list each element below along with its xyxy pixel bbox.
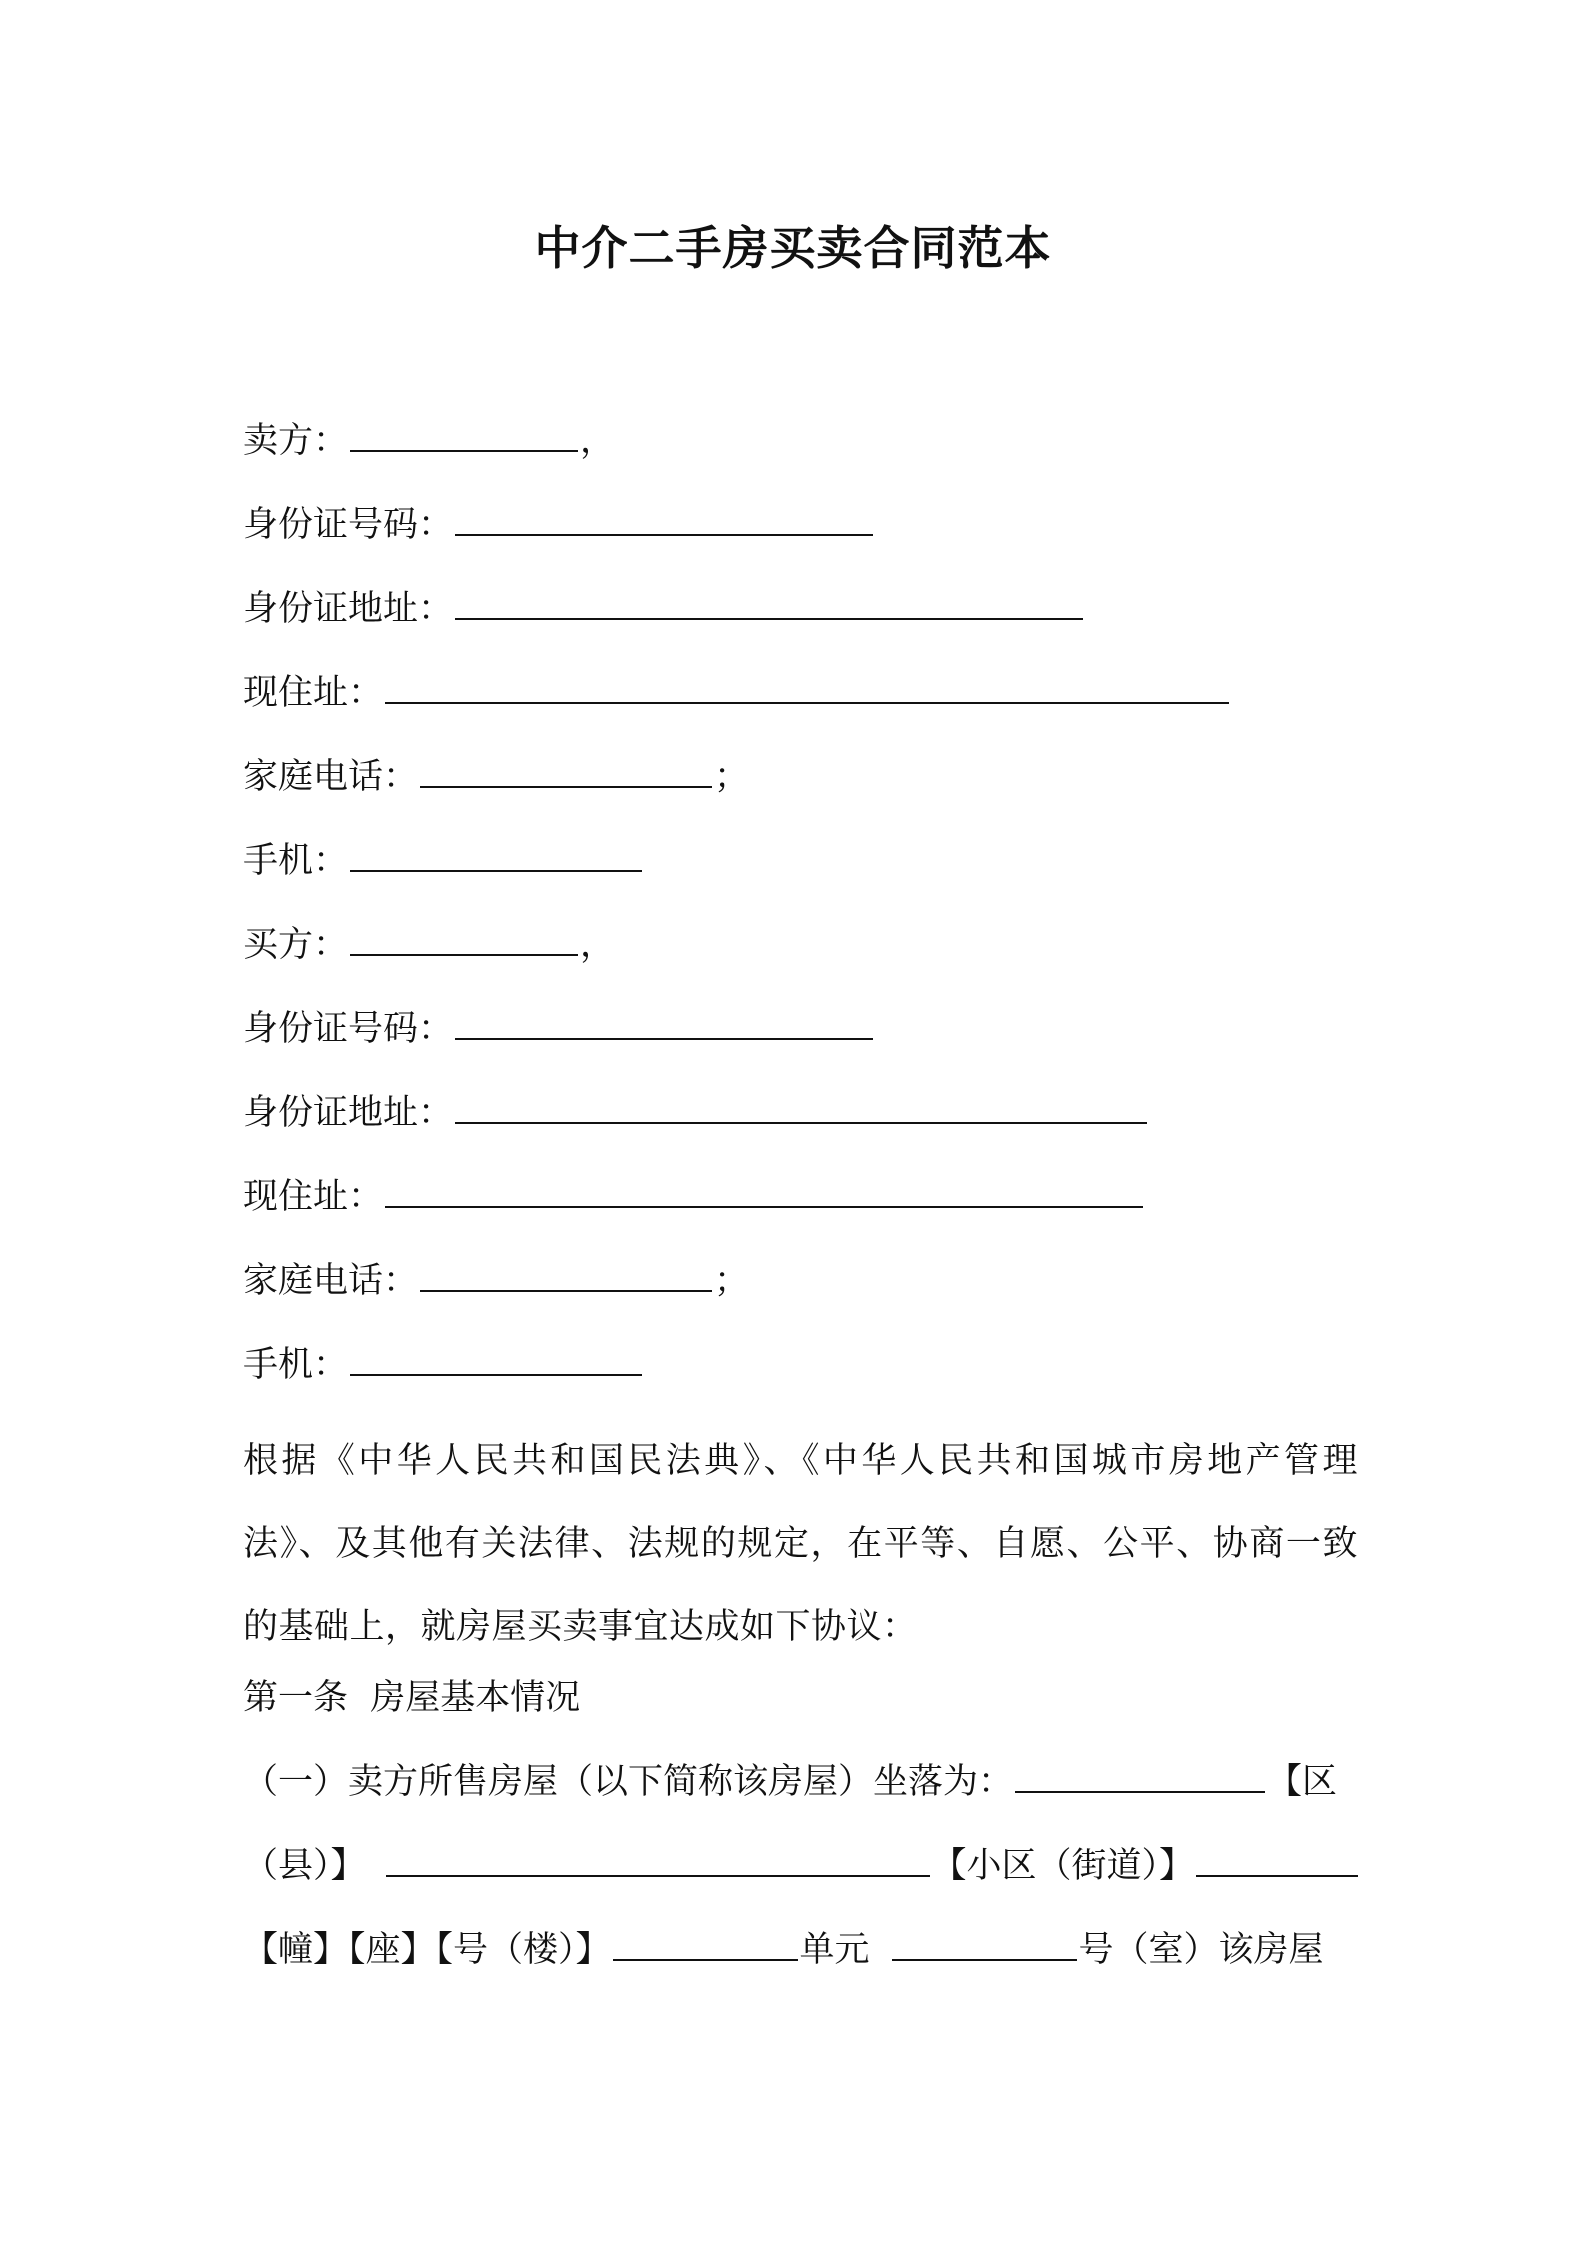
- seller-id-number-label: 身份证号码：: [243, 505, 454, 545]
- article-1-line-2-prefix: （县）】: [243, 1846, 366, 1886]
- buyer-name-label: 买方：: [243, 925, 349, 965]
- seller-current-address-line: [243, 664, 1358, 748]
- buyer-id-address-line: [243, 1084, 1358, 1168]
- seller-mobile-line: [243, 832, 1358, 916]
- buyer-mobile-line: [243, 1336, 1358, 1420]
- article-1-line-3-prefix: 【幢】【座】【号（楼）】: [243, 1930, 611, 1970]
- article-1-line-1: [243, 1753, 1358, 1837]
- seller-name-suffix: ，: [580, 421, 616, 461]
- article-1-line-1-prefix: （一）卖方所售房屋（以下简称该房屋）坐落为：: [243, 1762, 1014, 1802]
- seller-name-label: 卖方：: [243, 421, 349, 461]
- article-1-line-3: [243, 1921, 1358, 2005]
- article-1-line-1-suffix: 【区: [1267, 1762, 1338, 1802]
- seller-mobile-label: 手机：: [243, 841, 349, 881]
- community-blank[interactable]: [386, 1843, 930, 1877]
- buyer-name-line: [243, 916, 1358, 1000]
- article-1-line-2: [243, 1837, 1358, 1921]
- buyer-home-phone-line: [243, 1252, 1358, 1336]
- district-blank[interactable]: [1015, 1759, 1265, 1793]
- room-blank[interactable]: [892, 1927, 1077, 1961]
- buyer-current-address-blank[interactable]: [385, 1174, 1143, 1208]
- buyer-current-address-line: [243, 1168, 1358, 1252]
- buyer-home-phone-label: 家庭电话：: [243, 1261, 419, 1301]
- buyer-mobile-blank[interactable]: [350, 1342, 642, 1376]
- document-body: [243, 412, 1358, 2005]
- preamble-paragraph: 根据《中华人民共和国民法典》、《中华人民共和国城市房地产管理法》、及其他有关法律、法规的规定，在平等、自愿、公平、协商一致的基础上，就房屋买卖事宜达成如下协议：: [243, 1441, 1358, 1647]
- building-blank[interactable]: [1196, 1843, 1358, 1877]
- seller-current-address-label: 现住址：: [243, 673, 384, 713]
- buyer-id-number-blank[interactable]: [455, 1006, 873, 1040]
- seller-id-number-blank[interactable]: [455, 502, 873, 536]
- buyer-home-phone-blank[interactable]: [420, 1258, 712, 1292]
- seller-current-address-blank[interactable]: [385, 670, 1229, 704]
- buyer-id-number-label: 身份证号码：: [243, 1009, 454, 1049]
- seller-name-blank[interactable]: [350, 418, 578, 452]
- seller-id-address-blank[interactable]: [455, 586, 1083, 620]
- article-1-line-3-mid: 单元: [799, 1930, 870, 1970]
- article-1-line-2-mid: 【小区（街道）】: [931, 1846, 1195, 1886]
- seller-id-address-label: 身份证地址：: [243, 589, 454, 629]
- buyer-id-number-line: [243, 1000, 1358, 1084]
- buyer-current-address-label: 现住址：: [243, 1177, 384, 1217]
- seller-home-phone-suffix: ；: [714, 757, 750, 797]
- seller-id-number-line: [243, 496, 1358, 580]
- buyer-name-suffix: ，: [580, 925, 616, 965]
- buyer-id-address-label: 身份证地址：: [243, 1093, 454, 1133]
- document-title: 中介二手房买卖合同范本: [534, 221, 1052, 275]
- article-1-line-3-suffix: 号（室）该房屋: [1078, 1930, 1324, 1970]
- seller-mobile-blank[interactable]: [350, 838, 642, 872]
- seller-name-line: [243, 412, 1358, 496]
- buyer-home-phone-suffix: ；: [714, 1261, 750, 1301]
- buyer-name-blank[interactable]: [350, 922, 578, 956]
- seller-home-phone-blank[interactable]: [420, 754, 712, 788]
- seller-home-phone-label: 家庭电话：: [243, 757, 419, 797]
- buyer-id-address-blank[interactable]: [455, 1090, 1147, 1124]
- buyer-mobile-label: 手机：: [243, 1345, 349, 1385]
- seller-id-address-line: [243, 580, 1358, 664]
- article-1-heading: 第一条 房屋基本情况: [243, 1678, 581, 1718]
- seller-home-phone-line: [243, 748, 1358, 832]
- unit-blank[interactable]: [613, 1927, 798, 1961]
